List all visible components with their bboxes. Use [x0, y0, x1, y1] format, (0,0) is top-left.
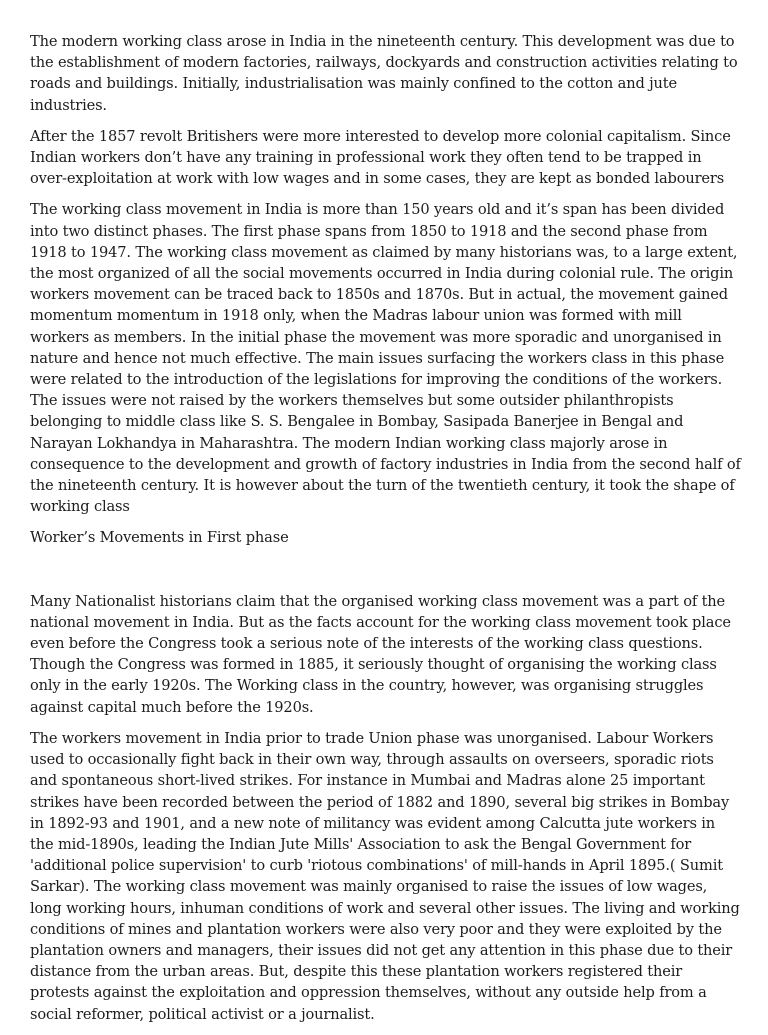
- section-spacer: [30, 559, 742, 591]
- paragraph-intro: The modern working class arose in India in the nineteenth century. This development was due to the establishment of modern factories, railways, dockyards and construction activities relating to roads and buildings. Initially, industrialisation was mainly confined to the cotton and jute industries.: [30, 33, 738, 114]
- paragraph-nationalist-historians: Many Nationalist historians claim that the organised working class movement was a part of the national movement in India. But as the facts account for the working class movement took place even before the Congress took a serious note of the interests of the working class questions. Though the Congress was formed in 1885, it seriously thought of organising the working class only in the early 1920s. The Working class in the country, however, was organising struggles against capital much before the 1920s.: [30, 592, 731, 716]
- document-page: [30, 31, 742, 1035]
- paragraph-colonial-capitalism: After the 1857 revolt Britishers were more interested to develop more colonial capitalism. Since Indian workers don’t have any training in professional work they often tend to be trapped in over-exploitation at work with low wages and in some cases, they are kept as bonded labourers: [30, 127, 731, 188]
- section-heading: Worker’s Movements in First phase: [30, 529, 289, 547]
- paragraph-movement-phases: The working class movement in India is more than 150 years old and it’s span has been divided into two distinct phases. The first phase spans from 1850 to 1918 and the second phase from 1918 to 1947. The working class movement as claimed by many historians was, to a large extent, the most organized of all the social movements occurred in India during colonial rule. The origin workers movement can be traced back to 1850s and 1870s. But in actual, the movement gained momentum momentum in 1918 only, when the Madras labour union was formed with mill workers as members. In the initial phase the movement was more sporadic and unorganised in nature and hence not much effective. The main issues surfacing the workers class in this phase were related to the introduction of the legislations for improving the conditions of the workers. The issues were not raised by the workers themselves but some outsider philanthropists belonging to middle class like S. S. Bengalee in Bombay, Sasipada Banerjee in Bengal and Narayan Lokhandya in Maharashtra. The modern Indian working class majorly arose in consequence to the development and growth of factory industries in India from the second half of the nineteenth century. It is however about the turn of the twentieth century, it took the shape of working class: [30, 201, 741, 516]
- paragraph-unorganised-movement: The workers movement in India prior to trade Union phase was unorganised. Labour Workers used to occasionally fight back in their own way, through assaults on overseers, sporadic riots and spontaneous short-lived strikes. For instance in Mumbai and Madras alone 25 important strikes have been recorded between the period of 1882 and 1890, several big strikes in Bombay in 1892-93 and 1901, and a new note of militancy was evident among Calcutta jute workers in the mid-1890s, leading the Indian Jute Mills' Association to ask the Bengal Government for 'additional police supervision' to curb 'riotous combinations' of mill-hands in April 1895.( Sumit Sarkar). The working class movement was mainly organised to raise the issues of low wages, long working hours, inhuman conditions of work and several other issues. The living and working conditions of mines and plantation workers were also very poor and they were exploited by the plantation owners and managers, their issues did not get any attention in this phase due to their distance from the urban areas. But, despite this these plantation workers registered their protests against the exploitation and oppression themselves, without any outside help from a social reformer, political activist or a journalist.: [30, 729, 740, 1023]
